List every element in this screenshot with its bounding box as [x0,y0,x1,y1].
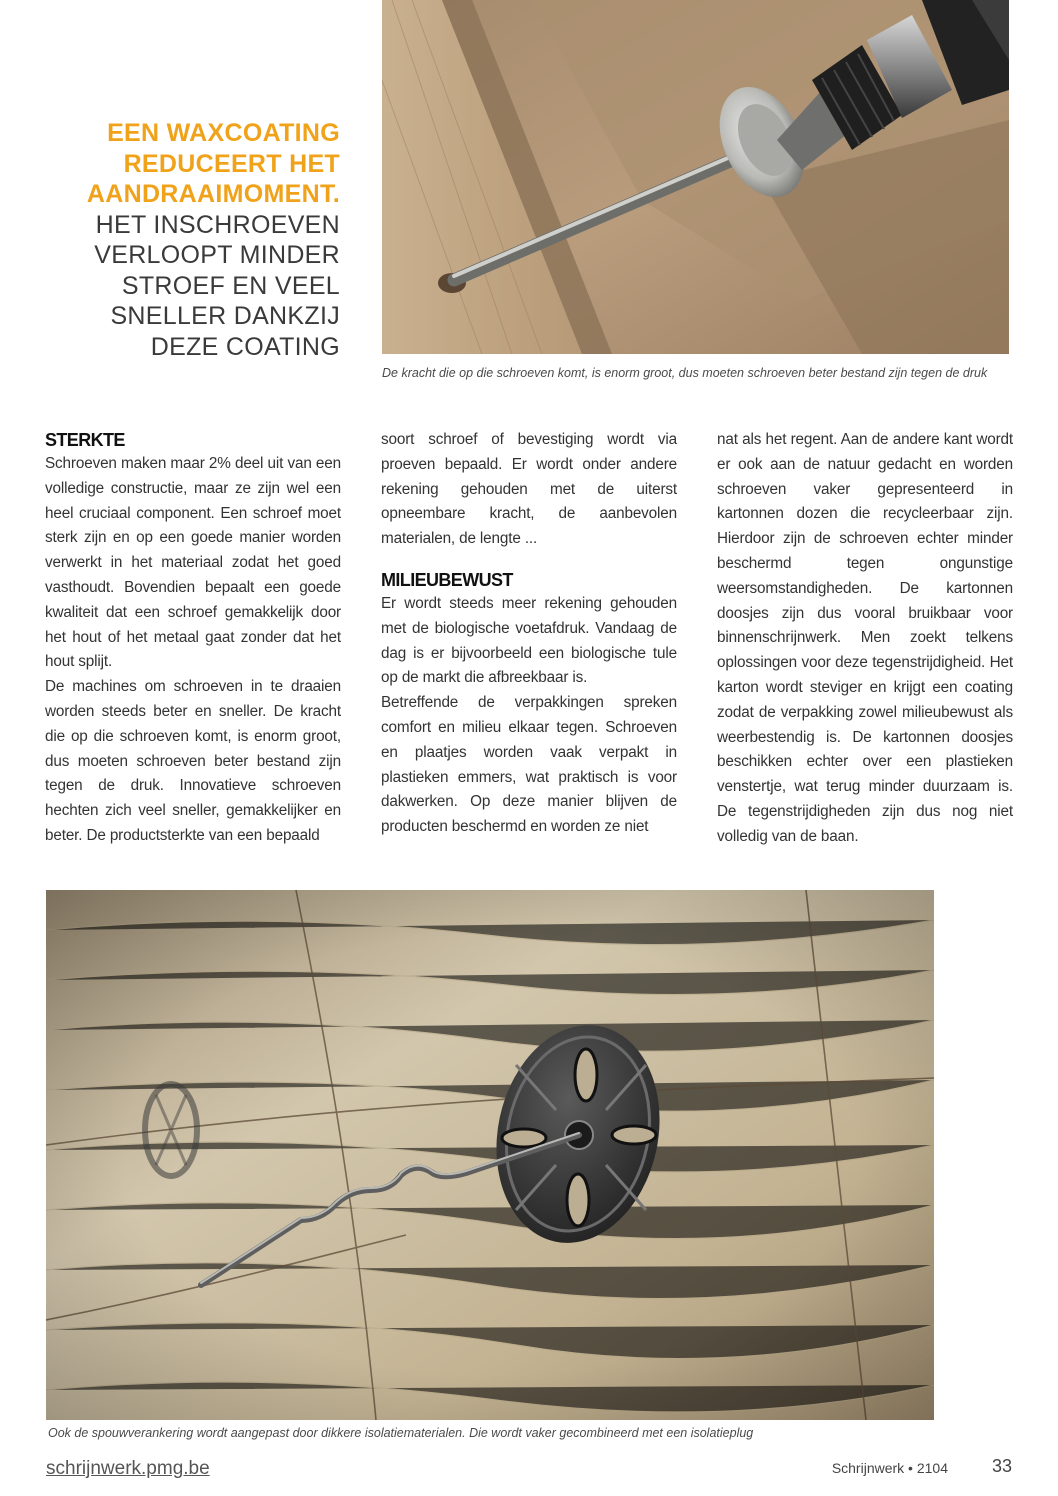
caption-bottom-photo: Ook de spouwverankering wordt aangepast door dikkere isolatiematerialen. Die wordt vaker gecombineerd met een isolatieplug [48,1426,754,1440]
heading-milieubewust: MILIEUBEWUST [381,569,513,590]
paragraph: De machines om schroeven in te draaien worden steeds beter en sneller. De kracht die op die schroeven komt, is enorm groot, dus moeten schroeven beter bestand zijn tegen de druk. Innovatieve schroeven hechten zich veel sneller, gemakkelijker en beter. De productsterkte van een bepaald [45,678,341,844]
footer-magazine-issue: Schrijnwerk • 2104 [831,1460,948,1476]
heading-sterkte: STERKTE [45,430,125,450]
footer-website-link[interactable]: schrijnwerk.pmg.be [46,1458,210,1479]
photo-wall-tie-insulation-plug [46,890,934,1420]
paragraph: Betreffende de verpakkingen spreken comfort en milieu elkaar tegen. Schroeven en plaatjes worden vaak verpakt in plastieken emmers, wat praktisch is voor dakwerken. Op deze manier blijven de producten beschermd en worden ze niet [381,694,677,836]
caption-top-photo: De kracht die op die schroeven komt, is enorm groot, dus moeten schroeven beter bestand zijn tegen de druk [382,366,988,380]
pull-quote-rest: HET INSCHROEVEN VERLOOPT MINDER STROEF EN VEEL SNELLER DANKZIJ DEZE COATING [94,210,340,361]
column-2 [381,428,677,840]
column-1 [45,428,341,849]
pull-quote [40,118,340,362]
paragraph: nat als het regent. Aan de andere kant wordt er ook aan de natuur gedacht en worden schroeven vaker gepresenteerd in kartonnen dozen die recycleerbaar zijn. Hierdoor zijn de schroeven echter minder beschermd tegen ongunstige weersomstandigheden. De kartonnen doosjes zijn dus vooral bruikbaar voor binnenschrijnwerk. Men zoekt telkens oplossingen voor deze tegenstrijdigheid. Het karton wordt steviger en krijgt een coating zodat de verpakking zowel milieubewust als weerbestendig is. De kartonnen doosjes beschikken echter over een plastieken venstertje, wat terug minder duurzaam is. De tegenstrijdigheden zijn dus nog niet volledig van de baan. [717,431,1013,845]
paragraph: soort schroef of bevestiging wordt via proeven bepaald. Er wordt onder andere rekening gehouden met de uiterst opneembare kracht, de aanbevolen materialen, de lengte ... [381,431,677,548]
page-number: 33 [991,1456,1012,1476]
paragraph: Er wordt steeds meer rekening gehouden met de biologische voetafdruk. Vandaag de dag is er bijvoorbeeld een biologische tule op de markt die afbreekbaar is. [381,594,677,687]
pull-quote-accent: EEN WAXCOATING REDUCEERT HET AANDRAAIMOMENT. [86,119,340,208]
paragraph: Schroeven maken maar 2% deel uit van een volledige constructie, maar ze zijn wel een heel cruciaal component. Een schroef moet sterk zijn en op een goede manier worden verwerkt in het materiaal zodat het goed vasthoudt. Bovendien bepaalt een goede kwaliteit dat een schroef gemakkelijk door het hout of het metaal gaat zonder dat het hout splijt. [45,455,341,671]
column-3 [717,428,1013,850]
photo-drill-screw [382,0,1009,354]
